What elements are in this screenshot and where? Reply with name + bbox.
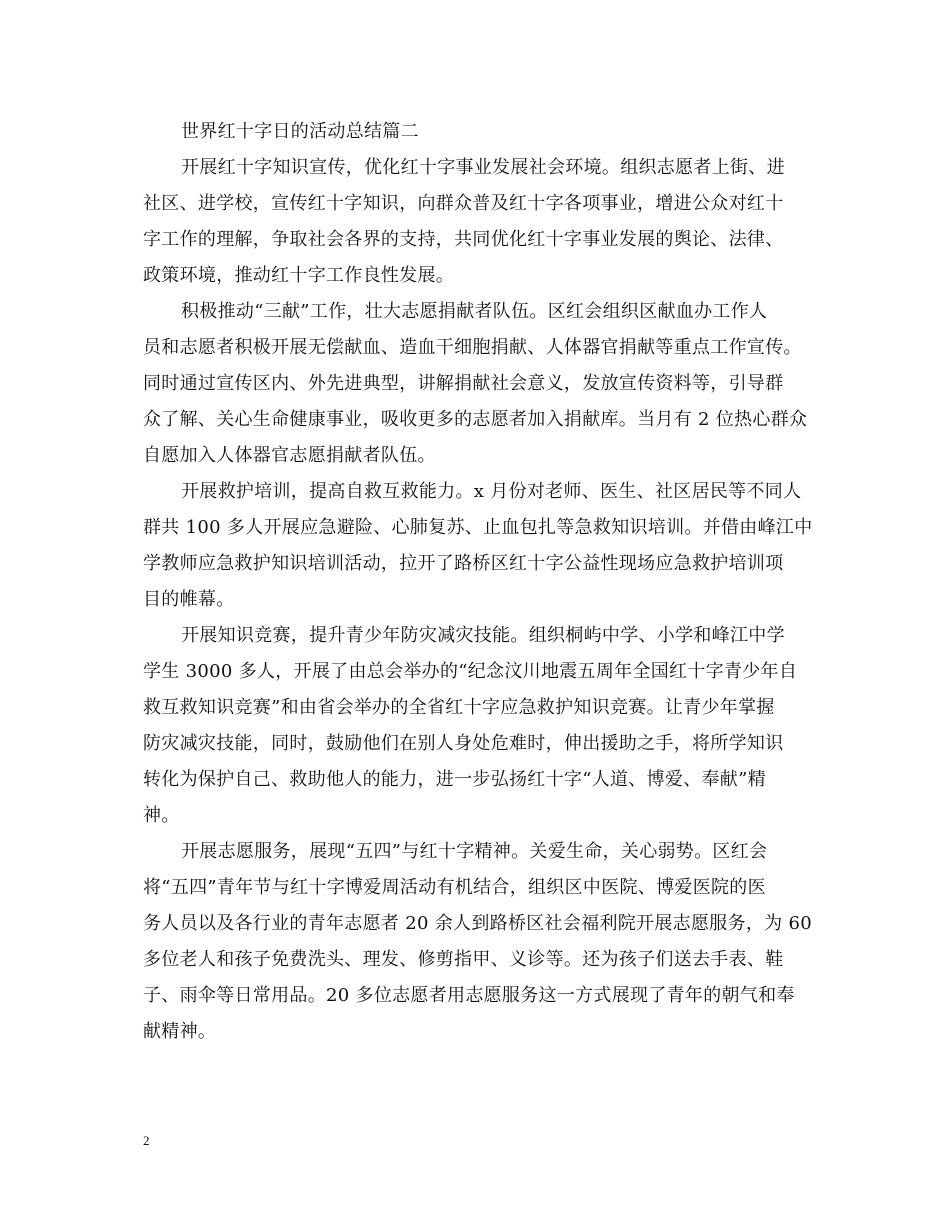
paragraph-line: 开展红十字知识宣传，优化红十字事业发展社会环境。组织志愿者上街、进	[181, 157, 785, 178]
paragraph-line: 社区、进学校，宣传红十字知识，向群众普及红十字各项事业，增进公众对红十	[143, 193, 784, 214]
paragraph-line: 字工作的理解，争取社会各界的支持，共同优化红十字事业发展的舆论、法律、	[143, 229, 784, 250]
paragraph-line: 救互救知识竞赛”和由省会举办的全省红十字应急救护知识竞赛。让青少年掌握	[143, 697, 775, 718]
paragraph-line: 务人员以及各行业的青年志愿者 20 余人到路桥区社会福利院开展志愿服务，为 60	[143, 913, 812, 934]
paragraph-line: 神。	[143, 805, 180, 826]
paragraph-line: 政策环境，推动红十字工作良性发展。	[143, 265, 455, 286]
paragraph-line: 群共 100 多人开展应急避险、心肺复苏、止血包扎等急救知识培训。并借由峰江中	[143, 517, 813, 538]
paragraph-line: 转化为保护自己、救助他人的能力，进一步弘扬红十字“人道、博爱、奉献”精	[143, 769, 766, 790]
paragraph-line: 将“五四”青年节与红十字博爱周活动有机结合，组织区中医院、博爱医院的医	[143, 877, 766, 898]
paragraph-line: 防灾减灾技能，同时，鼓励他们在别人身处危难时，伸出援助之手，将所学知识	[143, 733, 784, 754]
paragraph-line: 多位老人和孩子免费洗头、理发、修剪指甲、义诊等。还为孩子们送去手表、鞋	[143, 949, 784, 970]
paragraph-line: 自愿加入人体器官志愿捐献者队伍。	[143, 445, 436, 466]
paragraph	[143, 474, 813, 618]
paragraph-line: 目的帷幕。	[143, 589, 235, 610]
paragraph-line: 开展知识竞赛，提升青少年防灾减灾技能。组织桐屿中学、小学和峰江中学	[181, 625, 785, 646]
paragraph-line: 开展救护培训，提高自救互救能力。x 月份对老师、医生、社区居民等不同人	[181, 481, 802, 502]
paragraph-line: 学教师应急救护知识培训活动，拉开了路桥区红十字公益性现场应急救护培训项	[143, 553, 784, 574]
paragraph-line: 员和志愿者积极开展无偿献血、造血干细胞捐献、人体器官捐献等重点工作宣传。	[143, 337, 802, 358]
page-number: 2	[143, 1133, 150, 1148]
paragraph	[143, 294, 813, 474]
paragraph-line: 积极推动“三献”工作，壮大志愿捐献者队伍。区红会组织区献血办工作人	[181, 301, 768, 322]
paragraph-line: 子、雨伞等日常用品。20 多位志愿者用志愿服务这一方式展现了青年的朝气和奉	[143, 985, 795, 1006]
paragraph-line: 同时通过宣传区内、外先进典型，讲解捐献社会意义，发放宣传资料等，引导群	[143, 373, 784, 394]
paragraph-line: 献精神。	[143, 1021, 217, 1042]
paragraph	[143, 150, 813, 294]
document-body	[143, 114, 813, 1050]
paragraph	[143, 834, 813, 1050]
document-title: 世界红十字日的活动总结篇二	[181, 121, 419, 142]
paragraph-line: 开展志愿服务，展现“五四”与红十字精神。关爱生命，关心弱势。区红会	[181, 841, 768, 862]
paragraph-line: 学生 3000 多人，开展了由总会举办的“纪念汶川地震五周年全国红十字青少年自	[143, 661, 798, 682]
paragraph	[143, 618, 813, 834]
paragraph-line: 众了解、关心生命健康事业，吸收更多的志愿者加入捐献库。当月有 2 位热心群众	[143, 409, 808, 430]
